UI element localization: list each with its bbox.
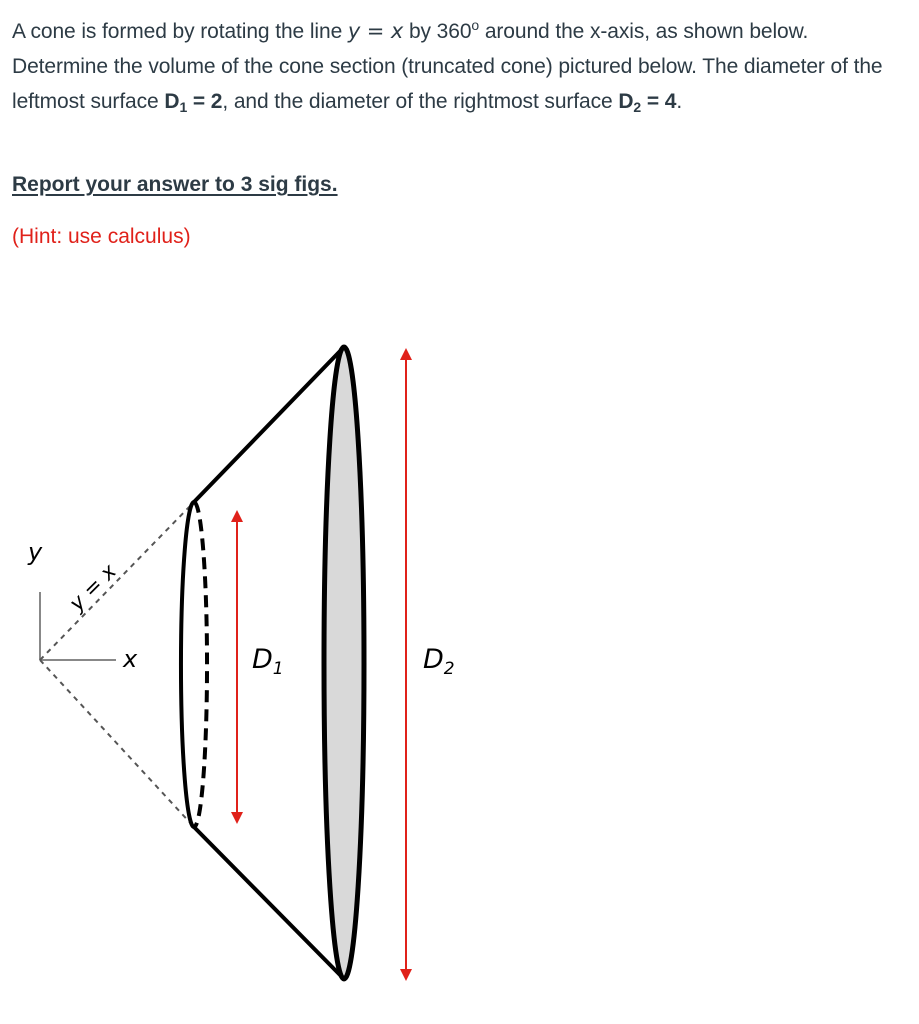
upper-generator-dashed (40, 502, 194, 660)
lower-slant-edge (194, 827, 344, 979)
problem-statement (12, 14, 907, 119)
d1-symbol: $D_1 = 2$ (164, 90, 223, 115)
y-axis-label: y (28, 538, 43, 566)
d1-label: $D_1$ (252, 644, 284, 679)
problem-text-4: , and the diameter of the rightmost surface (222, 90, 619, 113)
x-axis-label: x (123, 645, 138, 673)
cone-figure (0, 300, 919, 1024)
left-disk-back (194, 502, 207, 827)
sig-figs-instruction: Report your answer to 3 sig figs. (12, 173, 338, 196)
problem-text-1: A cone is formed by rotating the line (12, 20, 348, 43)
problem-text-2: by 360 (403, 20, 472, 43)
problem-text-3: around the x-axis, as shown below. Determine the volume of the cone section (truncated cone) pictured below. The diameter of the leftmost surface (12, 20, 883, 113)
upper-slant-edge (194, 347, 344, 502)
d2-label: $D_2$ (423, 644, 455, 679)
hint-text: (Hint: use calculus) (12, 225, 191, 248)
problem-text-5: . (676, 90, 683, 113)
line-label: y = x (64, 559, 122, 616)
right-disk (324, 347, 364, 979)
d2-symbol: $D_2 = 4$ (618, 90, 677, 115)
left-disk-front (181, 502, 194, 827)
degree-superscript: o (471, 17, 480, 33)
lower-generator-dashed (40, 660, 194, 827)
line-equation: y = x (347, 19, 404, 43)
